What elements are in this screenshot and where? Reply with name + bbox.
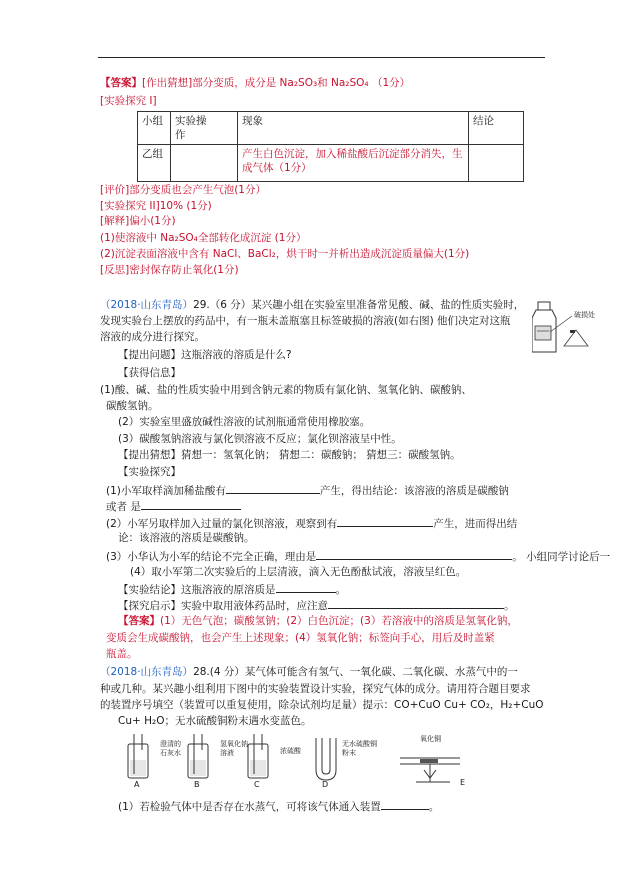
- q29-source: （2018·山东青岛）: [100, 299, 194, 311]
- table-cell: 产生白色沉淀，加入稀盐酸后沉淀部分消失，生成气体（1分）: [238, 145, 469, 182]
- blank-3: [337, 515, 433, 527]
- apparatus-figure: [120, 730, 580, 790]
- q28-sub-1: (1）若检验气体中是否存在水蒸气，可将该气体通入装置 。: [118, 798, 439, 814]
- explore-1c: 或者 是: [106, 498, 241, 514]
- table-header-row: [138, 112, 524, 145]
- q28-line-4: Cu+ H₂O；无水硫酸铜粉末遇水变蓝色。: [118, 715, 312, 727]
- answer-line-1: [100, 76, 410, 90]
- reflection-line: [反思]密封保存防止氧化(1分): [100, 264, 239, 276]
- q29-line-3: 溶液的成分进行探究。: [100, 331, 205, 343]
- label-b: 氢氧化钠 溶液: [220, 740, 248, 757]
- q29-line-1: （2018·山东青岛）29.（6 分）某兴趣小组在实验室里准备常见酸、碱、盐的性质实验时，: [100, 299, 525, 311]
- info-2: (2）实验室里盛放碱性溶液的试剂瓶通常使用橡胶塞。: [118, 416, 371, 428]
- label-e: 氧化铜: [420, 735, 441, 743]
- explanation-line: [解释]偏小(1分): [100, 215, 176, 227]
- label-a: 澄清的 石灰水: [160, 740, 181, 757]
- explore-3: (3）小华认为小军的结论不完全正确，理由是 。 小组同学讨论后一: [106, 548, 610, 564]
- q29-answer-1: 【答案】(1）无色气泡；碳酸氢钠；(2）白色沉淀；(3）若溶液中的溶质是氢氧化钠，: [118, 615, 518, 627]
- letter-d: D: [322, 780, 329, 789]
- explore-2: (2）小军另取样加入过量的氯化钡溶液，观察到有 产生，进而得出结: [106, 515, 517, 531]
- explore-1: (1)小军取样滴加稀盐酸有 产生，得出结论：该溶液的溶质是碳酸钠: [106, 482, 509, 498]
- letter-c: C: [254, 780, 260, 789]
- blank-7: [381, 798, 429, 810]
- insight-line: 【探究启示】实验中取用液体药品时，应注意 。: [118, 597, 515, 613]
- answer-tag: 【答案】: [100, 77, 142, 89]
- experiment-table: [137, 111, 524, 182]
- bottle-label: 破损处: [574, 311, 595, 319]
- conclusion-line: 【实验结论】这瓶溶液的原溶质是 。: [118, 581, 346, 597]
- experiment-2-line: [实验探究 II]10% (1分): [100, 200, 212, 212]
- letter-b: B: [194, 780, 200, 789]
- question-line: 【提出问题】这瓶溶液的溶质是什么?: [118, 349, 292, 361]
- table-header-cell: 结论: [469, 112, 524, 145]
- table-row: [138, 145, 524, 182]
- letter-e: E: [460, 778, 466, 787]
- info-3: (3）碳酸氢钠溶液与氯化钡溶液不反应；氯化钡溶液呈中性。: [118, 433, 402, 445]
- table-cell: 乙组: [138, 145, 171, 182]
- blank-5: [276, 581, 336, 593]
- answer-sub-1: (1)使溶液中 Na₂SO₄全部转化成沉淀 (1分）: [100, 232, 307, 244]
- letter-a: A: [134, 780, 140, 789]
- q29-line-2: 发现实验台上摆放的药品中，有一瓶未盖瓶塞且标签破损的溶液(如右图) 他们决定对这瓶: [100, 315, 511, 327]
- label-d: 无水硫酸铜 粉末: [342, 740, 377, 757]
- table-cell: [171, 145, 238, 182]
- info-1b: 碳酸氢钠。: [106, 400, 159, 412]
- answer-sub-2: (2)沉淀表面溶液中含有 NaCl、BaCl₂，烘干时一并析出造成沉淀质量偏大(1分): [100, 248, 470, 260]
- bottle-figure: [532, 296, 612, 359]
- blank-2: [141, 498, 241, 510]
- q28-line-1: （2018·山东青岛）28.(4 分）某气体可能含有氢气、一氧化碳、二氧化碳、水蒸气中的一: [100, 666, 518, 678]
- label-c: 浓硫酸: [280, 747, 301, 755]
- q29-answer-3: 瓶盖。: [106, 648, 138, 660]
- q29-answer-2: 变质会生成碳酸钠，也会产生上述现象；(4）氢氧化钠；标签向手心，用后及时盖紧: [106, 632, 495, 644]
- table-header-cell: 小组: [138, 112, 171, 145]
- top-rule: [98, 57, 545, 58]
- evaluation-line: [评价]部分变质也会产生气泡(1分）: [100, 184, 266, 196]
- blank-4: [316, 548, 512, 560]
- table-header-cell: 现象: [238, 112, 469, 145]
- guess-line: 【提出猜想】猜想一：氢氧化钠； 猜想二：碳酸钠； 猜想三：碳酸氢钠。: [118, 449, 461, 461]
- table-header-cell: 实验操作: [171, 112, 238, 145]
- answer-text: [作出猜想]部分变质，成分是 Na₂SO₃和 Na₂SO₄ （1分）: [142, 77, 411, 89]
- blank-6: [328, 597, 504, 609]
- experiment-heading-1: [实验探究 I]: [100, 95, 157, 107]
- q28-line-3: 的装置序号填空（装置可以重复使用，除杂试剂均足量）提示：CO+CuO Cu+ CO₂，H₂+CuO: [100, 699, 544, 711]
- info-1: (1)酸、碱、盐的性质实验中用到含钠元素的物质有氯化钠、氢氧化钠、碳酸钠、: [100, 384, 472, 396]
- info-heading: 【获得信息】: [118, 367, 181, 379]
- q28-source: （2018·山东青岛）: [100, 666, 194, 678]
- explore-heading: 【实验探究】: [118, 466, 181, 478]
- q28-line-2: 种或几种。某兴趣小组利用下图中的实验装置设计实验，探究气体的成分。请用符合题目要求: [100, 683, 531, 695]
- blank-1: [226, 482, 320, 494]
- explore-2c: 论：该溶液的溶质是碳酸钠。: [118, 532, 255, 544]
- explore-4: (4）取小军第二次实验后的上层清液，滴入无色酚酞试液，溶液呈红色。: [130, 566, 467, 578]
- table-cell: [469, 145, 524, 182]
